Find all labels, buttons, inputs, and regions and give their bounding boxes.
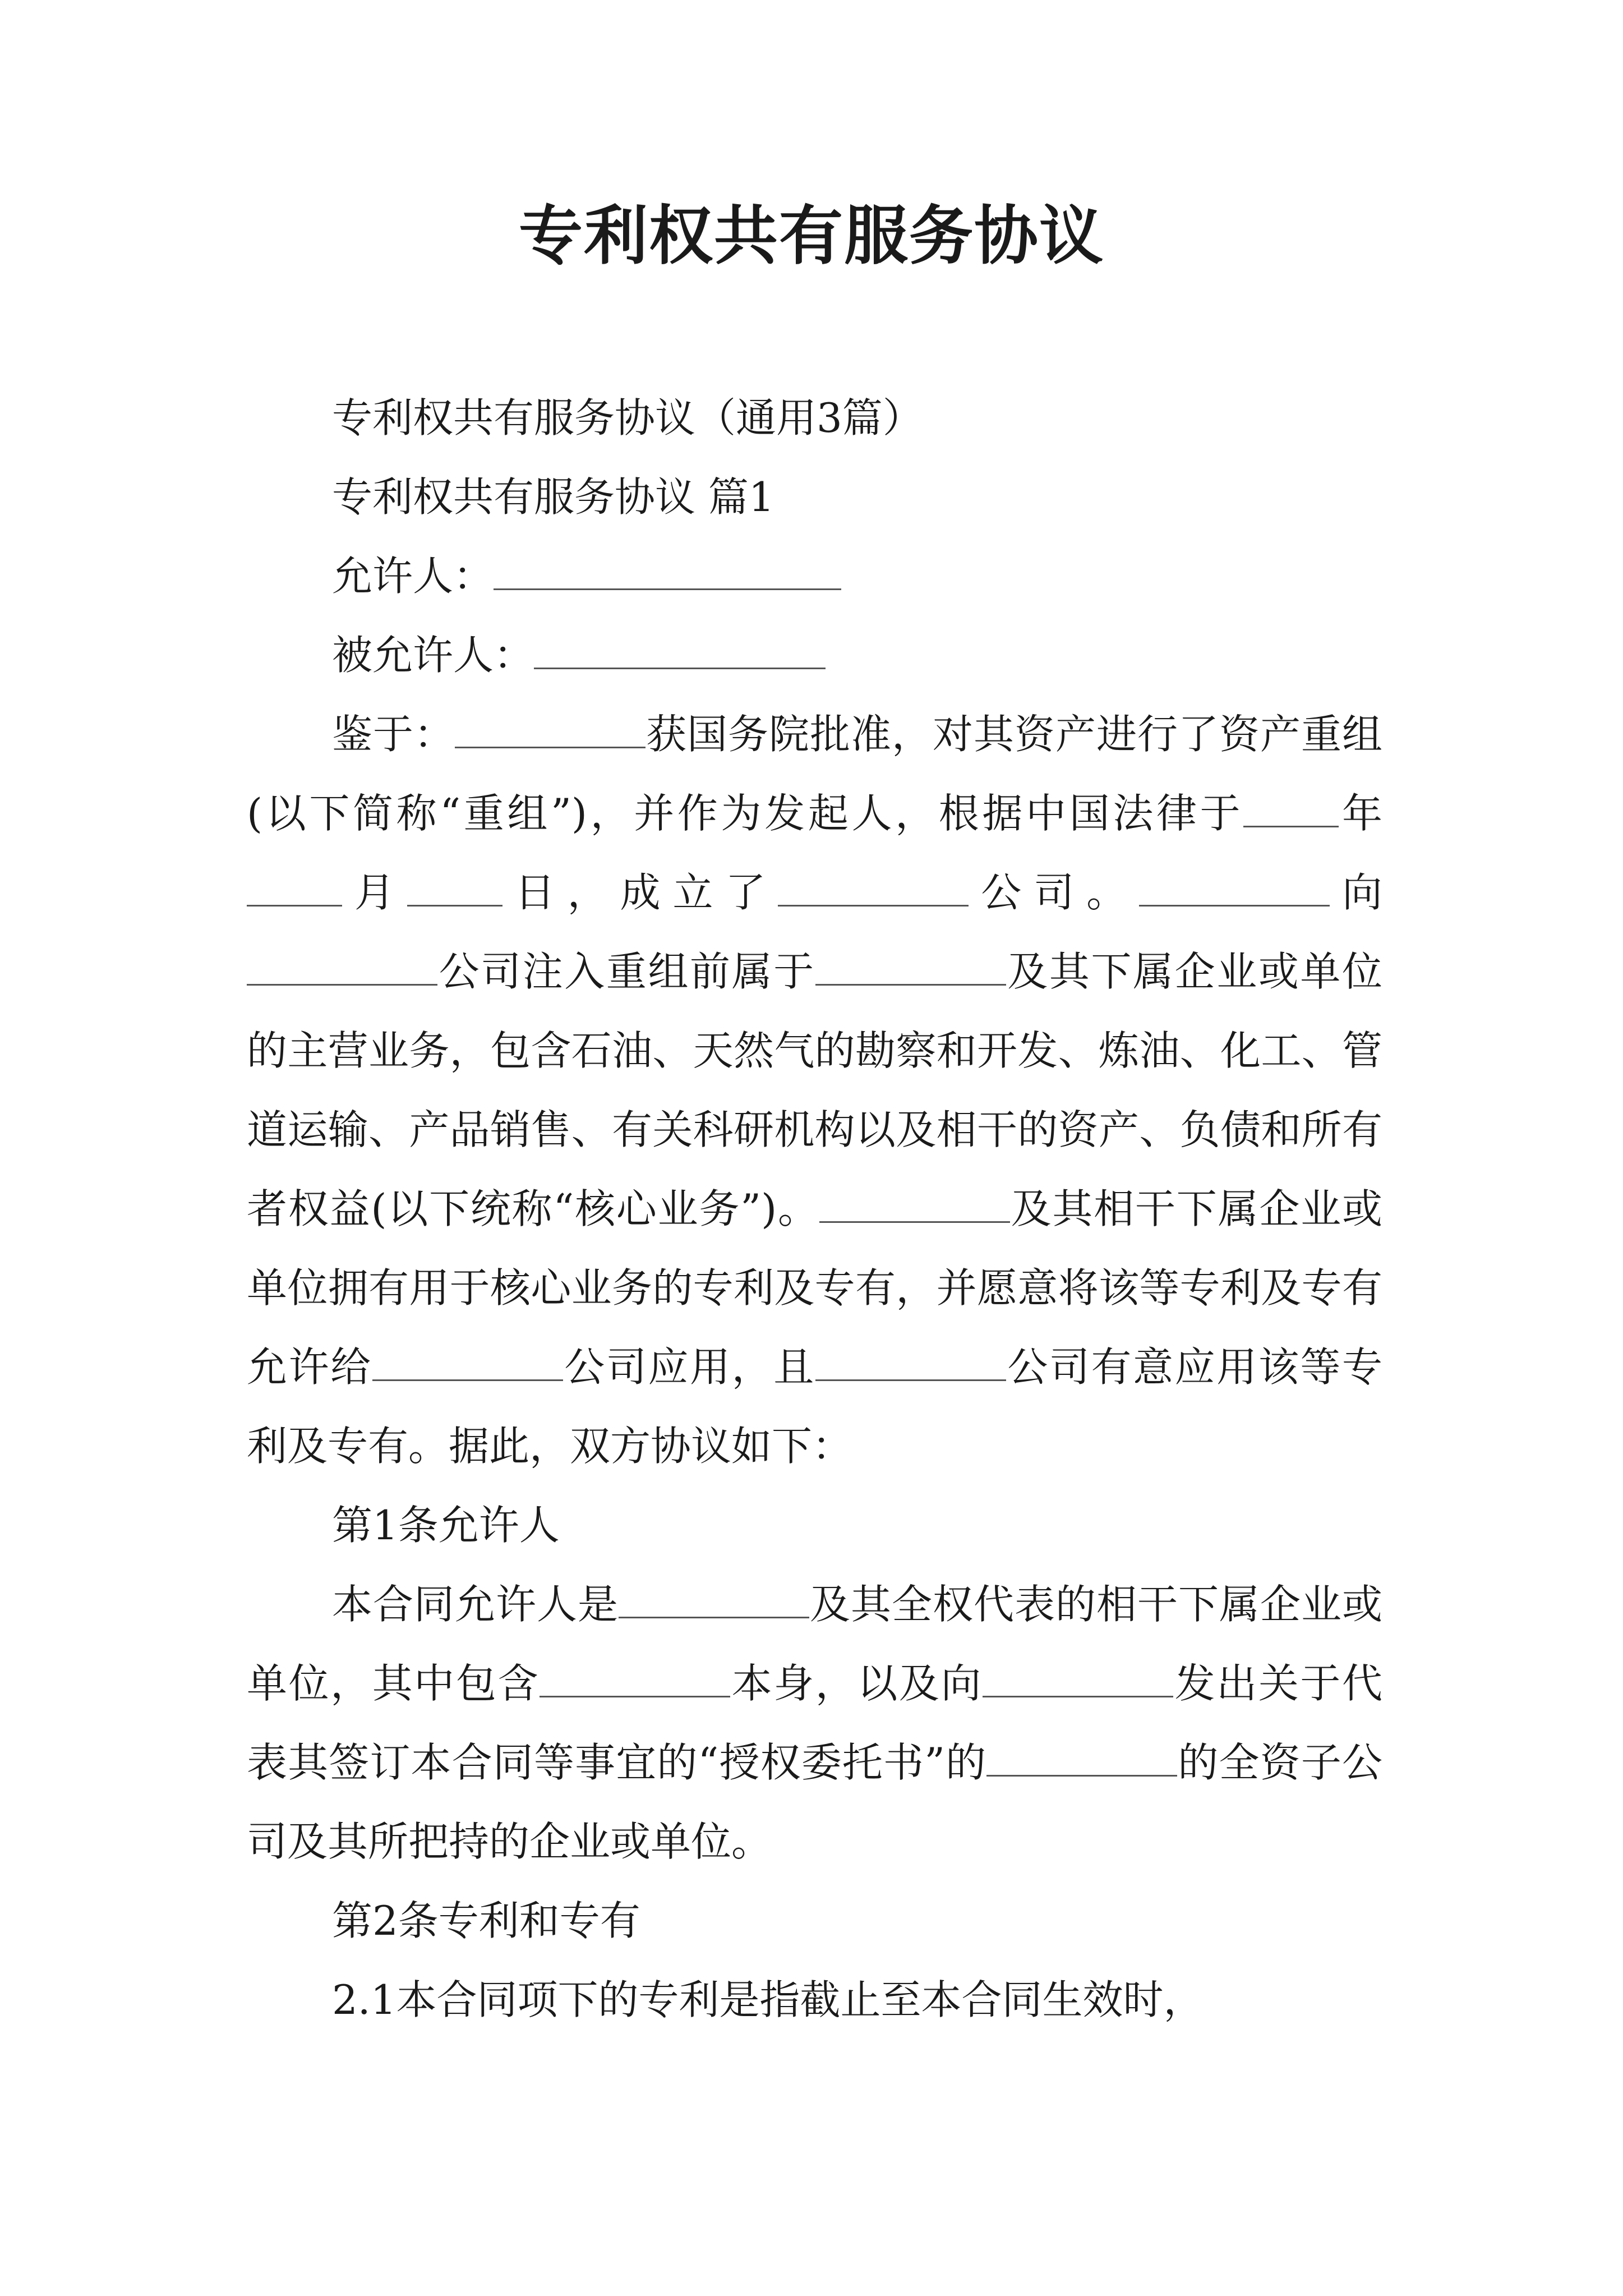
text-run: 公司有意应用该等专利及专有。据此，双方协议如下：	[247, 1343, 1382, 1470]
fill-blank	[983, 1660, 1173, 1697]
text-run: 日，成立了	[502, 869, 778, 916]
fill-blank	[540, 1660, 730, 1697]
text-run: 公司注入重组前属于	[437, 948, 815, 995]
text-run: 及其全权代表的相干下属企业或单位，其中包含	[247, 1581, 1382, 1707]
text-run: 向	[1330, 869, 1382, 916]
heading-part: 专利权共有服务协议 篇1	[332, 473, 774, 521]
fill-blank	[1139, 869, 1330, 907]
licensee-blank	[534, 632, 826, 669]
text-run: 的全资子公司及其所把持的企业或单位。	[247, 1739, 1382, 1865]
fill-blank	[1243, 790, 1339, 827]
text-run: 年	[1339, 790, 1382, 837]
licensor-blank	[494, 553, 841, 590]
article2-heading: 第2条专利和专有	[332, 1897, 640, 1944]
text-run: 公司应用，且	[562, 1343, 815, 1391]
text-run: 鉴于：	[332, 711, 455, 758]
fill-blank	[819, 1185, 1010, 1223]
text-run: 本合同允许人是	[332, 1581, 619, 1628]
article1-paragraph	[247, 1565, 1382, 1881]
licensor-line	[247, 537, 1382, 616]
text-run: 本身，以及向	[730, 1660, 983, 1707]
licensor-label: 允许人：	[332, 553, 494, 600]
text-run: 发出关于代表其签订本合同等事宜的“授权委托书”的	[247, 1660, 1382, 1786]
fill-blank	[815, 948, 1006, 986]
licensee-label: 被允许人：	[332, 632, 534, 679]
fill-blank	[247, 869, 342, 907]
text-run: 公司。	[969, 869, 1140, 916]
heading-collection: 专利权共有服务协议（通用3篇）	[332, 394, 923, 441]
text-run: 月	[342, 869, 407, 916]
fill-blank	[455, 711, 645, 748]
fill-blank	[815, 1343, 1006, 1381]
licensee-line	[247, 616, 1382, 695]
fill-blank	[619, 1581, 809, 1618]
clause-2-1: 2.1本合同项下的专利是指截止至本合同生效时，	[332, 1976, 1204, 2023]
text-run: 及其相干下属企业或单位拥有用于核心业务的专利及专有，并愿意将该等专利及专有允许给	[247, 1185, 1382, 1391]
text-run: 及其下属企业或单位的主营业务，包含石油、天然气的勘察和开发、炼油、化工、管道运输、产品销售、有关科研机构以及相干的资产、负债和所有者权益(以下统称“核心业务”)。	[247, 948, 1382, 1232]
fill-blank	[407, 869, 502, 907]
fill-blank	[372, 1343, 563, 1381]
fill-blank	[986, 1739, 1177, 1777]
fill-blank	[778, 869, 969, 907]
article1-heading: 第1条允许人	[332, 1502, 560, 1549]
text-run: 获国务院批准，对其资产进行了资产重组(以下简称“重组”)，并作为发起人，根据中国法律于	[247, 711, 1382, 837]
document-body	[247, 379, 1382, 2040]
fill-blank	[247, 948, 437, 986]
document-title: 专利权共有服务协议	[518, 198, 1104, 273]
whereas-paragraph	[247, 695, 1382, 1486]
